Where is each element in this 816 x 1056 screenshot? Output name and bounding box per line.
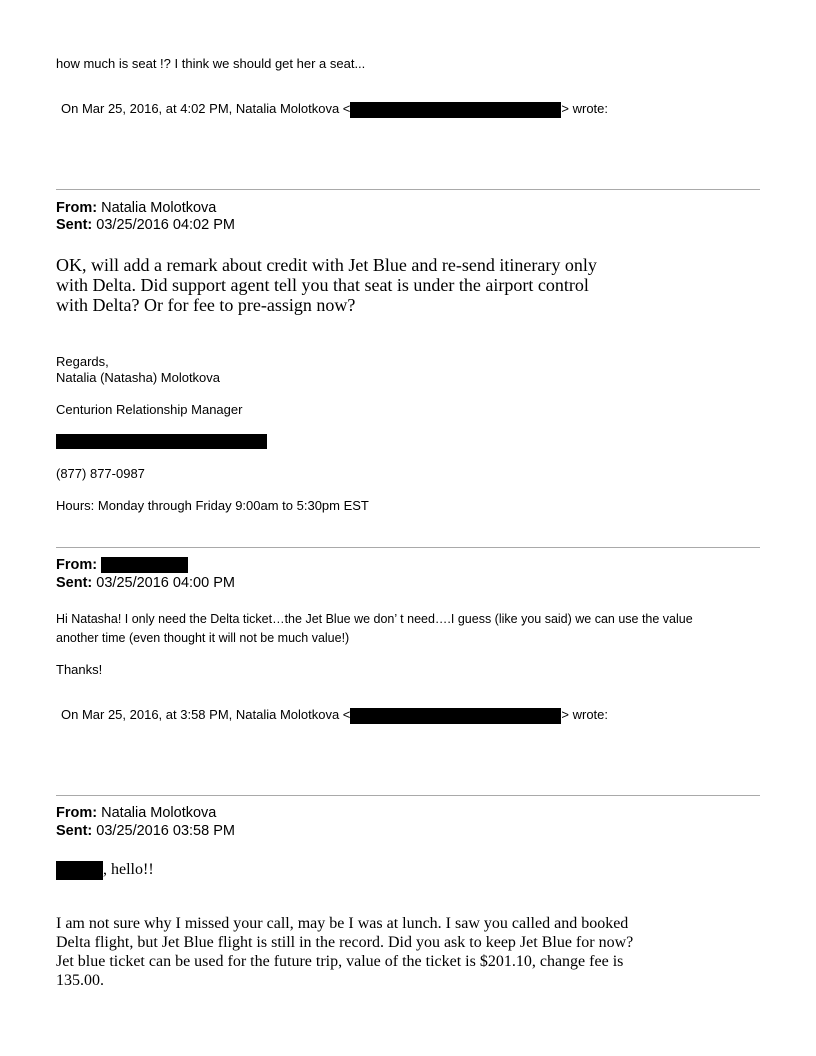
email-from bbox=[56, 557, 188, 574]
email-from bbox=[56, 200, 216, 217]
email-body bbox=[56, 610, 766, 648]
email-from bbox=[56, 805, 216, 822]
from-label: From: bbox=[56, 805, 98, 821]
quote-suffix: > wrote: bbox=[561, 707, 609, 722]
quote-header-1 bbox=[61, 101, 608, 118]
divider bbox=[56, 189, 760, 190]
signature-name: Natalia (Natasha) Molotkova bbox=[56, 370, 221, 385]
sent-value: 03/25/2016 04:00 PM bbox=[96, 575, 235, 591]
signature-hours: Hours: Monday through Friday 9:00am to 5:30pm EST bbox=[56, 498, 369, 513]
redacted-name bbox=[56, 861, 103, 880]
from-value: Natalia Molotkova bbox=[101, 200, 217, 216]
email-thanks: Thanks! bbox=[56, 662, 103, 677]
redacted-email bbox=[56, 433, 267, 451]
email-sent bbox=[56, 823, 235, 840]
top-note: how much is seat !? I think we should get her a seat... bbox=[56, 56, 366, 71]
email-body bbox=[56, 914, 633, 990]
body-line: OK, will add a remark about credit with Jet Blue and re-send itinerary only bbox=[56, 255, 597, 275]
quote-header-2 bbox=[61, 707, 608, 724]
greeting-text: , hello!! bbox=[103, 861, 154, 878]
email-greeting bbox=[56, 860, 154, 880]
divider bbox=[56, 795, 760, 796]
sent-value: 03/25/2016 03:58 PM bbox=[96, 823, 235, 839]
sent-label: Sent: bbox=[56, 823, 93, 839]
from-value: Natalia Molotkova bbox=[101, 805, 217, 821]
redacted-email bbox=[350, 708, 561, 724]
email-sent bbox=[56, 575, 235, 592]
quote-prefix: On Mar 25, 2016, at 3:58 PM, Natalia Molotkova < bbox=[61, 707, 351, 722]
sent-label: Sent: bbox=[56, 575, 93, 591]
email-sent bbox=[56, 217, 235, 234]
sent-label: Sent: bbox=[56, 217, 93, 233]
signature-phone: (877) 877-0987 bbox=[56, 466, 145, 481]
signature-title: Centurion Relationship Manager bbox=[56, 402, 243, 417]
body-line: Delta flight, but Jet Blue flight is still in the record. Did you ask to keep Jet Blue for now? bbox=[56, 934, 634, 951]
email-body bbox=[56, 255, 597, 315]
body-line: with Delta. Did support agent tell you that seat is under the airport control bbox=[56, 275, 589, 295]
redacted-sender bbox=[101, 557, 188, 573]
sent-value: 03/25/2016 04:02 PM bbox=[96, 217, 235, 233]
body-line: Jet blue ticket can be used for the future trip, value of the ticket is $201.10, change fee is bbox=[56, 953, 624, 970]
quote-prefix: On Mar 25, 2016, at 4:02 PM, Natalia Molotkova < bbox=[61, 101, 351, 116]
body-line: Hi Natasha! I only need the Delta ticket…the Jet Blue we don’ t need….I guess (like you said) we can use the value bbox=[56, 612, 693, 626]
divider bbox=[56, 547, 760, 548]
body-line: another time (even thought it will not be much value!) bbox=[56, 631, 350, 645]
from-label: From: bbox=[56, 200, 98, 216]
body-line: with Delta? Or for fee to pre-assign now? bbox=[56, 295, 356, 315]
body-line: I am not sure why I missed your call, may be I was at lunch. I saw you called and booked bbox=[56, 915, 629, 932]
signature-regards: Regards, bbox=[56, 354, 109, 369]
from-label: From: bbox=[56, 557, 98, 573]
quote-suffix: > wrote: bbox=[561, 101, 609, 116]
body-line: 135.00. bbox=[56, 972, 104, 989]
redacted-email bbox=[350, 102, 561, 118]
